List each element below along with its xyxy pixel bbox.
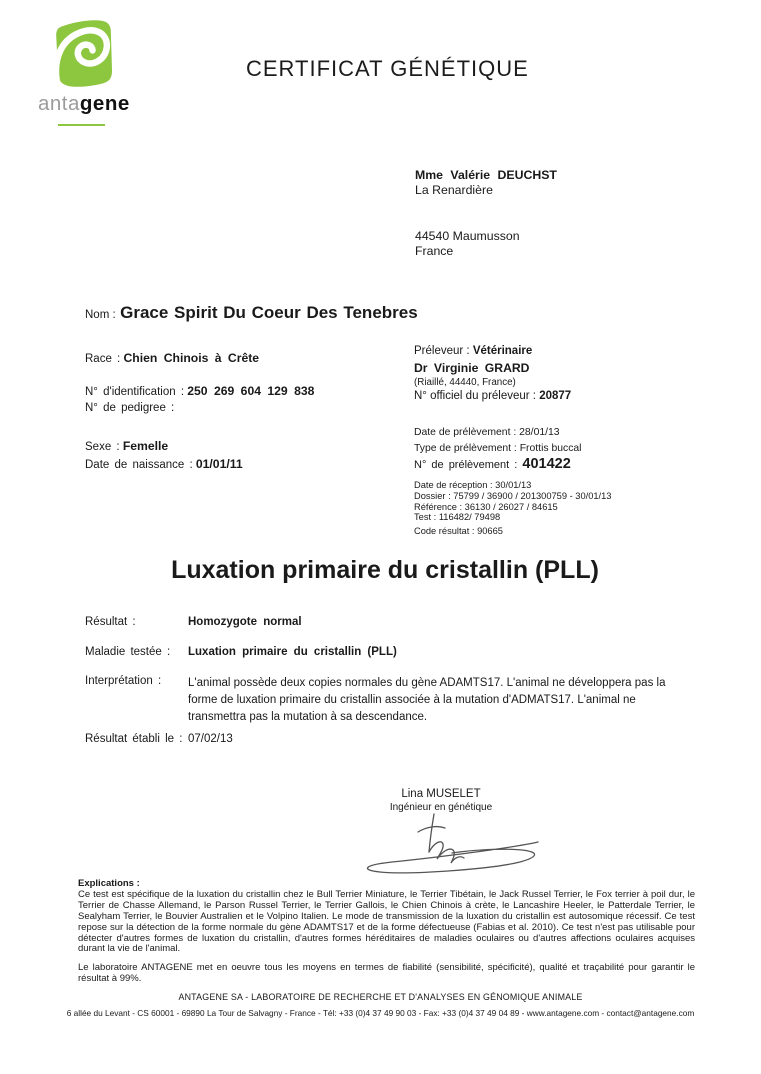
result-code-value: 90665 <box>477 526 503 537</box>
sex-label: Sexe : <box>85 441 120 453</box>
identification-value: 250 269 604 129 838 <box>187 384 315 398</box>
sample-type-value: Frottis buccal <box>519 443 582 454</box>
signatory-block <box>330 788 552 813</box>
wordmark-prefix: anta <box>38 92 80 115</box>
wordmark-suffix: gene <box>79 92 130 115</box>
sex-value: Femelle <box>122 439 169 453</box>
established-row <box>85 733 233 745</box>
race-value: Chien Chinois à Crête <box>123 351 260 365</box>
footer-company-line: ANTAGENE SA - LABORATOIRE DE RECHERCHE ET D'ANALYSES EN GÉNOMIQUE ANIMALE <box>178 992 583 1002</box>
reception-date-value: 30/01/13 <box>495 480 532 490</box>
signatory-name: Lina MUSELET <box>401 788 481 800</box>
recipient-address <box>415 168 557 259</box>
sample-type-row <box>414 443 582 454</box>
antagene-logo-icon <box>44 18 120 90</box>
test-title: Luxation primaire du cristallin (PLL) <box>171 556 599 584</box>
preleveur-type: Vétérinaire <box>472 345 533 357</box>
preleveur-official-label: N° officiel du préleveur : <box>414 390 537 402</box>
sample-type-label: Type de prélèvement : <box>414 443 517 454</box>
preleveur-row <box>414 345 532 357</box>
birthdate-row <box>85 457 243 471</box>
recipient-city: 44540 Maumusson <box>415 229 520 243</box>
result-code-row <box>414 526 611 537</box>
disease-label: Maladie testée : <box>85 646 171 658</box>
preleveur-doctor: Dr Virginie GRARD <box>414 361 530 375</box>
antagene-logo <box>38 18 158 126</box>
signatory-title: Ingénieur en génétique <box>389 802 493 813</box>
preleveur-label: Préleveur : <box>414 345 470 357</box>
birthdate-label: Date de naissance : <box>85 459 193 471</box>
logo-underline <box>58 124 105 126</box>
pedigree-label: N° de pedigree : <box>85 402 175 414</box>
animal-name-value: Grace Spirit Du Coeur Des Tenebres <box>120 303 418 322</box>
sample-number-value: 401422 <box>522 456 571 472</box>
preleveur-location: (Riaillé, 44440, France) <box>414 377 516 388</box>
sample-date-label: Date de prélèvement : <box>414 427 517 438</box>
interpretation-row <box>85 675 670 726</box>
dossier-row <box>414 491 611 502</box>
sample-date-value: 28/01/13 <box>519 427 560 438</box>
pedigree-row <box>85 400 174 414</box>
footer-address-line: 6 allée du Levant - CS 60001 - 69890 La Tour de Salvagny - France - Tél: +33 (0)4 37 49 90 03 - Fax: +33 (0)4 37 49 04 89 - www.antagene.com - contact@antagene.com <box>66 1008 695 1018</box>
recipient-street: La Renardière <box>415 183 493 197</box>
identification-row <box>85 384 314 398</box>
address-gap <box>415 198 557 229</box>
reference-row <box>414 502 611 513</box>
footer <box>0 992 761 1018</box>
reference-value: 36130 / 26027 / 84615 <box>464 501 558 512</box>
antagene-wordmark <box>38 92 158 116</box>
animal-name-label: Nom : <box>85 309 116 321</box>
race-row <box>85 351 259 365</box>
reception-date-row <box>414 480 611 491</box>
explanations-paragraph-1: Ce test est spécifique de la luxation du cristallin chez le Bull Terrier Miniature, le Terrier Tibétain, le Jack Russel Terrier, le Fox terrier à poil dur, le Terrier de Chasse Allemand, le Parson Russel Terrier, le Terrier Gallois, le Chien Chinois à crète, le Lancashire Heeler, le Patterdale Terrier, le Sealyham Terrier, le Bouvier Australien et le Volpino Italien. Le mode de transmission de la luxation du cristallin est autosomique récessif. Ce test repose sur la détection de la forme normale du gène ADAMTS17 et de la forme défectueuse (Fabias et al. 2010). Ce test n'est pas utilisable pour détecter d'autres formes de luxation du cristallin, d'autres formes héréditaires de maladies oculaires ou d'autres affections oculaires acquises durant la vie de l'animal. <box>78 888 695 955</box>
sample-number-label: N° de prélèvement : <box>414 459 518 471</box>
sex-row <box>85 439 168 453</box>
recipient-name: Mme Valérie DEUCHST <box>415 168 557 182</box>
test-row <box>414 512 611 523</box>
preleveur-official-row <box>414 390 571 402</box>
birthdate-value: 01/01/11 <box>195 457 243 471</box>
interpretation-label: Interprétation : <box>85 675 162 687</box>
document-title: CERTIFICAT GÉNÉTIQUE <box>246 56 529 81</box>
reception-block <box>414 480 611 537</box>
established-label: Résultat établi le : <box>85 733 183 745</box>
disease-row <box>85 646 397 658</box>
recipient-country: France <box>415 244 454 258</box>
result-row <box>85 616 302 628</box>
disease-value: Luxation primaire du cristallin (PLL) <box>188 646 397 658</box>
reference-label: Référence : <box>414 501 463 512</box>
identification-label: N° d'identification : <box>85 386 185 398</box>
dossier-value: 75799 / 36900 / 201300759 - 30/01/13 <box>453 490 612 501</box>
explanations-label: Explications : <box>78 878 140 889</box>
explanations-paragraph-2: Le laboratoire ANTAGENE met en oeuvre tous les moyens en termes de fiabilité (sensibilité, spécificité), qualité et traçabilité pour garantir le résultat à 99%. <box>78 962 695 985</box>
dossier-label: Dossier : <box>414 490 451 501</box>
result-value: Homozygote normal <box>188 616 302 628</box>
established-value: 07/02/13 <box>188 733 233 745</box>
interpretation-text: L'animal possède deux copies normales du gène ADAMTS17. L'animal ne développera pas la forme de luxation primaire du cristallin associée à la mutation d'ADMATS17. L'animal ne transmettra pas la mutation à sa descendance. <box>188 677 666 723</box>
sample-number-row <box>414 456 571 472</box>
race-label: Race : <box>85 353 121 365</box>
explanations-section <box>78 879 695 985</box>
result-label: Résultat : <box>85 616 136 628</box>
test-label: Test : <box>414 512 437 523</box>
reception-date-label: Date de réception : <box>414 480 493 490</box>
sample-date-row <box>414 427 560 438</box>
signature-scribble <box>352 812 542 876</box>
animal-name-row <box>85 303 418 323</box>
preleveur-official-number: 20877 <box>539 390 572 402</box>
result-code-label: Code résultat : <box>414 526 475 537</box>
test-value: 116482/ 79498 <box>438 512 501 523</box>
